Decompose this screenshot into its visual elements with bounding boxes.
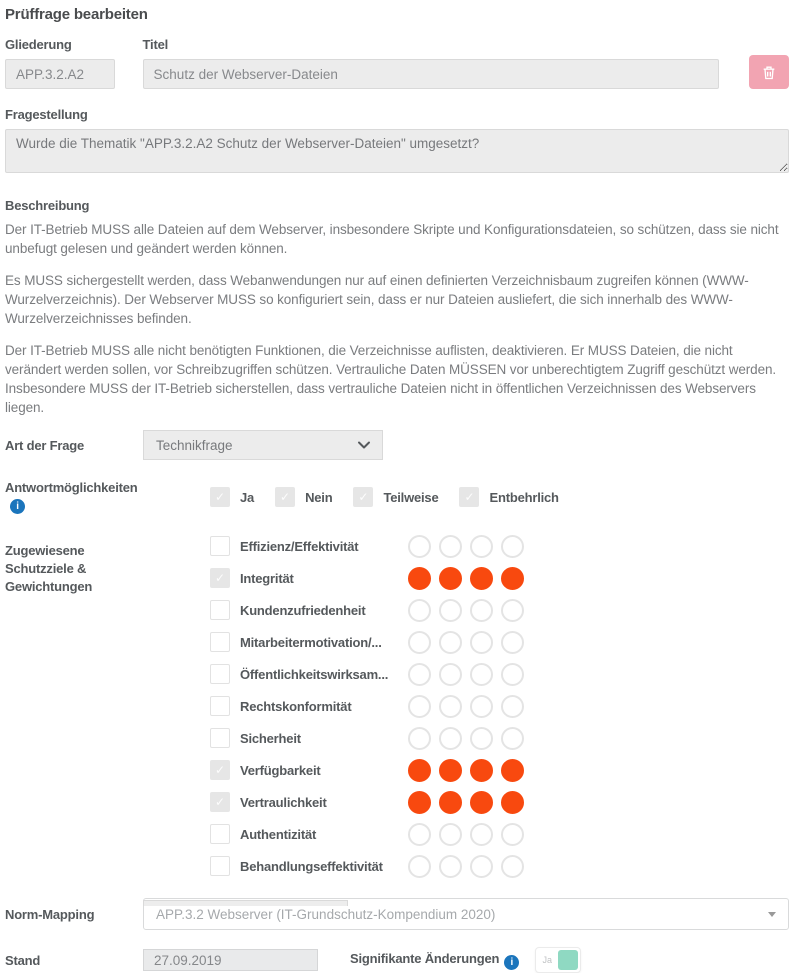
schutzziel-item <box>210 626 532 658</box>
answer-option-label: Ja <box>240 489 255 505</box>
weight-dots <box>408 599 532 622</box>
weight-dot[interactable] <box>439 599 462 622</box>
weight-dots <box>408 823 532 846</box>
beschreibung-paragraph: Es MUSS sichergestellt werden, dass Webanwendungen nur auf einen definierten Verzeichnisbaum zugreifen können (WWW-Wurzelverzeichnis). Der Webserver MUSS so konfiguriert sein, dass er nur Dateien ausliefert, die sich innerhalb des WWW-Wurzelverzeichnisses befinden. <box>5 273 749 326</box>
weight-dot[interactable] <box>501 823 524 846</box>
schutzziel-label: Authentizität <box>240 826 317 842</box>
weight-dot[interactable] <box>470 727 493 750</box>
weight-dot[interactable] <box>408 567 431 590</box>
beschreibung-paragraph: Der IT-Betrieb MUSS alle nicht benötigten Funktionen, die Verzeichnisse auflisten, deaktivieren. Er MUSS Dateien, die nicht verändert werden sollen, vor Schreibzugriffen schützen. Vertrauliche Daten MÜSSEN vor unberechtigtem Zugriff geschützt werden. Insbesondere MUSS der IT-Betrieb sicherstellen, dass vertrauliche Dateien nicht in öffentlichen Verzeichnissen des Webservers liegen. <box>5 343 777 415</box>
answer-checkbox[interactable]: ✓ <box>275 487 295 507</box>
gliederung-input[interactable]: APP.3.2.A2 <box>5 59 115 89</box>
antwortmoeglichkeiten-label <box>5 480 143 514</box>
trash-icon <box>761 64 777 81</box>
schutzziel-checkbox[interactable]: ✓ <box>210 568 230 588</box>
answer-option-label: Entbehrlich <box>489 489 559 505</box>
weight-dot[interactable] <box>501 631 524 654</box>
weight-dot[interactable] <box>470 823 493 846</box>
weight-dots <box>408 695 532 718</box>
schutzziel-item <box>210 658 532 690</box>
stand-row <box>5 947 789 973</box>
chevron-down-icon <box>358 441 370 449</box>
schutzziel-item <box>210 722 532 754</box>
answer-checkbox[interactable]: ✓ <box>353 487 373 507</box>
weight-dots <box>408 727 532 750</box>
weight-dot[interactable] <box>470 855 493 878</box>
info-circle-icon[interactable]: i <box>504 955 519 970</box>
weight-dot[interactable] <box>439 567 462 590</box>
weight-dot[interactable] <box>501 855 524 878</box>
schutzziele-row <box>5 530 789 882</box>
gliederung-label: Gliederung <box>5 37 72 52</box>
schutzziel-item <box>210 850 532 882</box>
weight-dot[interactable] <box>439 727 462 750</box>
answer-option-label: Teilweise <box>383 489 439 505</box>
schutzziel-label: Sicherheit <box>240 730 301 746</box>
weight-dot[interactable] <box>439 759 462 782</box>
weight-dot[interactable] <box>408 727 431 750</box>
art-der-frage-label: Art der Frage <box>5 437 85 453</box>
weight-dot[interactable] <box>408 535 431 558</box>
weight-dot[interactable] <box>501 759 524 782</box>
schutzziele-label-line1: Zugewiesene Schutzziele & <box>5 543 87 576</box>
schutzziel-checkbox[interactable]: ✓ <box>210 760 230 780</box>
weight-dot[interactable] <box>408 823 431 846</box>
header-fields-row <box>5 37 789 89</box>
answer-option <box>459 487 558 507</box>
page-title: Prüffrage bearbeiten <box>5 6 148 23</box>
weight-dot[interactable] <box>408 695 431 718</box>
weight-dots <box>408 567 532 590</box>
schutzziel-item <box>210 690 532 722</box>
weight-dot[interactable] <box>408 599 431 622</box>
weight-dot[interactable] <box>501 663 524 686</box>
schutzziel-checkbox[interactable]: ✓ <box>210 792 230 812</box>
schutzziel-item <box>210 594 532 626</box>
schutzziel-checkbox[interactable] <box>210 696 230 716</box>
weight-dot[interactable] <box>439 823 462 846</box>
info-circle-icon[interactable]: i <box>10 499 25 514</box>
signifikante-aenderungen-toggle[interactable] <box>535 947 581 973</box>
weight-dot[interactable] <box>408 855 431 878</box>
norm-mapping-value: APP.3.2 Webserver (IT-Grundschutz-Kompendium 2020) <box>156 906 496 922</box>
weight-dot[interactable] <box>439 791 462 814</box>
schutzziel-item <box>210 530 532 562</box>
weight-dot[interactable] <box>439 663 462 686</box>
signifikante-aenderungen-label-text: Signifikante Änderungen <box>350 950 500 966</box>
schutzziele-label-line2: Gewichtungen <box>5 579 93 594</box>
norm-mapping-label: Norm-Mapping <box>5 906 95 922</box>
stand-label: Stand <box>5 952 41 968</box>
antwortmoeglichkeiten-row <box>5 480 789 514</box>
answer-option <box>353 487 438 507</box>
weight-dot[interactable] <box>439 695 462 718</box>
beschreibung-label: Beschreibung <box>5 198 90 213</box>
chevron-down-icon <box>768 912 776 917</box>
weight-dot[interactable] <box>470 631 493 654</box>
schutzziel-label: Kundenzufriedenheit <box>240 602 366 618</box>
antwortmoeglichkeiten-label-text: Antwortmöglichkeiten <box>5 480 138 495</box>
fragestellung-textarea[interactable] <box>5 129 789 173</box>
weight-dot[interactable] <box>470 567 493 590</box>
answer-option <box>210 487 254 507</box>
toggle-value-label: Ja <box>542 955 552 965</box>
answer-option-label: Nein <box>305 489 333 505</box>
weight-dots <box>408 663 532 686</box>
weight-dot[interactable] <box>470 535 493 558</box>
weight-dot[interactable] <box>470 695 493 718</box>
schutzziele-list <box>210 530 532 882</box>
schutzziel-checkbox[interactable] <box>210 600 230 620</box>
weight-dot[interactable] <box>439 631 462 654</box>
answer-options <box>210 487 580 507</box>
schutzziel-label: Verfügbarkeit <box>240 762 321 778</box>
weight-dots <box>408 759 532 782</box>
weight-dot[interactable] <box>470 791 493 814</box>
schutzziel-label: Rechtskonformität <box>240 698 352 714</box>
signifikante-aenderungen-label <box>350 951 519 970</box>
delete-button[interactable] <box>749 55 789 89</box>
schutzziel-label: Mitarbeitermotivation/... <box>240 634 382 650</box>
weight-dot[interactable] <box>501 791 524 814</box>
schutzziel-checkbox[interactable] <box>210 536 230 556</box>
weight-dot[interactable] <box>501 535 524 558</box>
weight-dots <box>408 791 532 814</box>
schutzziel-label: Effizienz/Effektivität <box>240 538 359 554</box>
weight-dot[interactable] <box>501 599 524 622</box>
weight-dot[interactable] <box>470 759 493 782</box>
schutzziel-label: Integrität <box>240 570 294 586</box>
schutzziel-item <box>210 818 532 850</box>
answer-checkbox[interactable]: ✓ <box>459 487 479 507</box>
schutzziel-checkbox[interactable] <box>210 728 230 748</box>
answer-option <box>275 487 332 507</box>
weight-dots <box>408 535 532 558</box>
weight-dot[interactable] <box>439 855 462 878</box>
art-der-frage-select[interactable] <box>143 430 383 460</box>
weight-dot[interactable] <box>439 535 462 558</box>
schutzziel-label: Vertraulichkeit <box>240 794 327 810</box>
titel-input[interactable]: Schutz der Webserver-Dateien <box>143 59 720 89</box>
schutzziel-checkbox[interactable] <box>210 664 230 684</box>
norm-mapping-row <box>5 898 789 930</box>
schutzziel-item <box>210 786 532 818</box>
art-der-frage-row <box>5 430 789 460</box>
weight-dot[interactable] <box>408 663 431 686</box>
weight-dot[interactable] <box>470 599 493 622</box>
weight-dot[interactable] <box>408 759 431 782</box>
beschreibung-paragraph: Der IT-Betrieb MUSS alle Dateien auf dem Webserver, insbesondere Skripte und Konfigurationsdateien, so schützen, dass sie nicht unbefugt gelesen und geändert werden können. <box>5 222 779 256</box>
schutzziel-item <box>210 754 532 786</box>
titel-label: Titel <box>142 37 169 52</box>
weight-dot[interactable] <box>501 727 524 750</box>
stand-date-input[interactable]: 27.09.2019 <box>143 949 318 971</box>
weight-dots <box>408 631 532 654</box>
weight-dots <box>408 855 532 878</box>
fragestellung-label: Fragestellung <box>5 107 88 122</box>
next-field-cutoff <box>143 900 348 906</box>
art-der-frage-value: Technikfrage <box>156 437 233 453</box>
schutzziel-label: Behandlungseffektivität <box>240 858 383 874</box>
schutzziel-label: Öffentlichkeitswirksam... <box>240 666 389 682</box>
schutzziel-checkbox[interactable] <box>210 856 230 876</box>
weight-dot[interactable] <box>501 567 524 590</box>
schutzziel-checkbox[interactable] <box>210 632 230 652</box>
schutzziel-checkbox[interactable] <box>210 824 230 844</box>
schutzziel-item <box>210 562 532 594</box>
toggle-knob[interactable] <box>558 950 578 970</box>
weight-dot[interactable] <box>408 791 431 814</box>
answer-checkbox[interactable]: ✓ <box>210 487 230 507</box>
weight-dot[interactable] <box>501 695 524 718</box>
weight-dot[interactable] <box>408 631 431 654</box>
weight-dot[interactable] <box>470 663 493 686</box>
schutzziele-label <box>5 530 143 596</box>
